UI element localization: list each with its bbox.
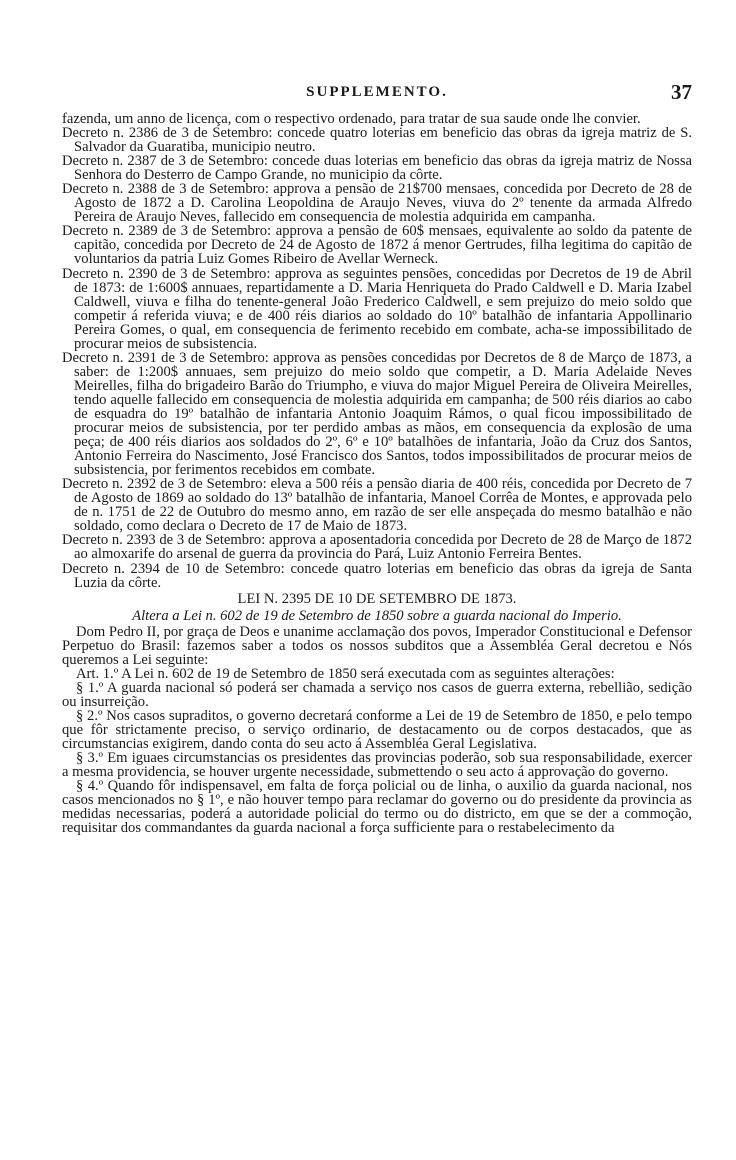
running-title: SUPPLEMENTO. [306, 84, 448, 100]
decree-2389: Decreto n. 2389 de 3 de Setembro: approva a pensão de 60$ mensaes, equivalente ao soldo da patente de capitão, concedida por Decreto de 24 de Agosto de 1872 á menor Gertrudes, filha legitima do capitão de voluntarios da patria Luiz Gomes Ribeiro de Avellar Werneck. [62, 223, 692, 268]
page-header [62, 82, 692, 110]
article-1: Art. 1.º A Lei n. 602 de 19 de Setembro de 1850 será executada com as seguintes alterações: [76, 665, 615, 682]
decree-2386: Decreto n. 2386 de 3 de Setembro: concede quatro loterias em beneficio das obras da igreja matriz de S. Salvador da Guaratiba, municipio neutro. [62, 125, 692, 156]
decree-continuation: fazenda, um anno de licença, com o respectivo ordenado, para tratar de sua saude onde lhe convier. [62, 111, 641, 127]
decree-2394: Decreto n. 2394 de 10 de Setembro: concede quatro loterias em beneficio das obras da igreja de Santa Luzia da côrte. [62, 560, 692, 591]
law-subtitle: Altera a Lei n. 602 de 19 de Setembro de 1850 sobre a guarda nacional do Imperio. [132, 607, 622, 624]
decree-2393: Decreto n. 2393 de 3 de Setembro: approva a aposentadoria concedida por Decreto de 28 de Março de 1872 ao almoxarife do arsenal de guerra da provincia do Pará, Luiz Antonio Ferreira Bentes. [62, 532, 692, 563]
law-preamble: Dom Pedro II, por graça de Deos e unanime acclamação dos povos, Imperador Constitucional e Defensor Perpetuo do Brasil: fazemos saber a todos os nossos subditos que a Assembléa Geral decretou e Nós queremos a Lei seguinte: [62, 623, 692, 668]
paragraph-2: § 2.º Nos casos supraditos, o governo decretará conforme a Lei de 19 de Setembro de 1850, e pelo tempo que fôr strictamente preciso, o serviço ordinario, de destacamento ou de corpos destacados, que as circumstancias exigirem, dando conta do seu acto á Assembléa Geral Legislativa. [62, 707, 692, 753]
decree-2388: Decreto n. 2388 de 3 de Setembro: approva a pensão de 21$700 mensaes, concedida por Decreto de 28 de Agosto de 1872 a D. Carolina Leopoldina de Araujo Neves, viuva do 2º tenente da armada Alfredo Pereira de Araujo Neves, fallecido em consequencia de molestia adquirida em campanha. [62, 181, 692, 226]
paragraph-4: § 4.º Quando fôr indispensavel, em falta de força policial ou de linha, o auxilio da guarda nacional, nos casos mencionados no § 1º, e não houver tempo para reclamar do governo ou do presidente da provincia as medidas necessarias, poderá a autoridade policial do termo ou do districto, em que se der a commoção, requisitar dos commandantes da guarda nacional a força sufficiente para o restabelecimento da [62, 778, 692, 837]
decree-2391: Decreto n. 2391 de 3 de Setembro: approva as pensões concedidas por Decretos de 8 de Março de 1873, a saber: de 1:200$ annuaes, sem prejuizo do meio soldo que competir, a D. Maria Adelaide Neves Meirelles, filha do brigadeiro Barão do Triumpho, e viuva do major Miguel Pereira de Oliveira Meirelles, tendo aquelle fallecido em consequencia de molestia adquirida em campanha; de 500 réis diarios ao cabo de esquadra do 19º batalhão de infantaria Antonio Joaquim Rámos, o qual ficou impossibilitado de procurar meios de subsistencia, por ter perdido ambas as mãos, em consequencia da explosão de uma peça; de 400 réis diarios aos soldados do 2º, 6º e 10º batalhões de infantaria, João da Cruz dos Santos, Antonio Ferreira do Nascimento, José Francisco dos Santos, todos impossibilitados de procurar meios de subsistencia, por ferimentos recebidos em combate. [62, 349, 692, 479]
decree-2390: Decreto n. 2390 de 3 de Setembro: approva as seguintes pensões, concedidas por Decretos de 19 de Abril de 1873: de 1:600$ annuaes, repartidamente a D. Maria Henriqueta do Prado Caldwell e D. Maria Izabel Caldwell, viuva e filha do tenente-general João Frederico Caldwell, e sem prejuizo do meio soldo que competir á referida viuva; e de 400 réis diarios ao soldado do 10º batalhão de infantaria Appollinario Pereira Gomes, o qual, em consequencia de ferimento recebido em combate, acha-se impossibilitado de procurar meios de subsistencia. [62, 265, 692, 352]
paragraph-3: § 3.º Em iguaes circumstancias os presidentes das provincias poderão, sob sua responsabilidade, exercer a mesma providencia, se houver urgente necessidade, submettendo o seu acto á approvação do governo. [62, 750, 692, 781]
paragraph-1: § 1.º A guarda nacional só poderá ser chamada a serviço nos casos de guerra externa, rebellião, sedição ou insurreição. [62, 679, 692, 710]
page-number: 37 [671, 80, 692, 104]
decree-2392: Decreto n. 2392 de 3 de Setembro: eleva a 500 réis a pensão diaria de 400 réis, concedida por Decreto de 7 de Agosto de 1869 ao soldado do 13º batalhão de infantaria, Manoel Corrêa de Montes, e approvada pelo de n. 1751 de 22 de Outubro do mesmo anno, em razão de ser elle anspeçada do mesmo batalhão e não soldado, como declara o Decreto de 17 de Maio de 1873. [62, 476, 692, 535]
decree-2387: Decreto n. 2387 de 3 de Setembro: concede duas loterias em beneficio das obras da igreja matriz de Nossa Senhora do Desterro de Campo Grande, no municipio da côrte. [62, 153, 692, 184]
law-title: LEI N. 2395 DE 10 DE SETEMBRO DE 1873. [237, 590, 517, 607]
body-text [62, 112, 692, 835]
